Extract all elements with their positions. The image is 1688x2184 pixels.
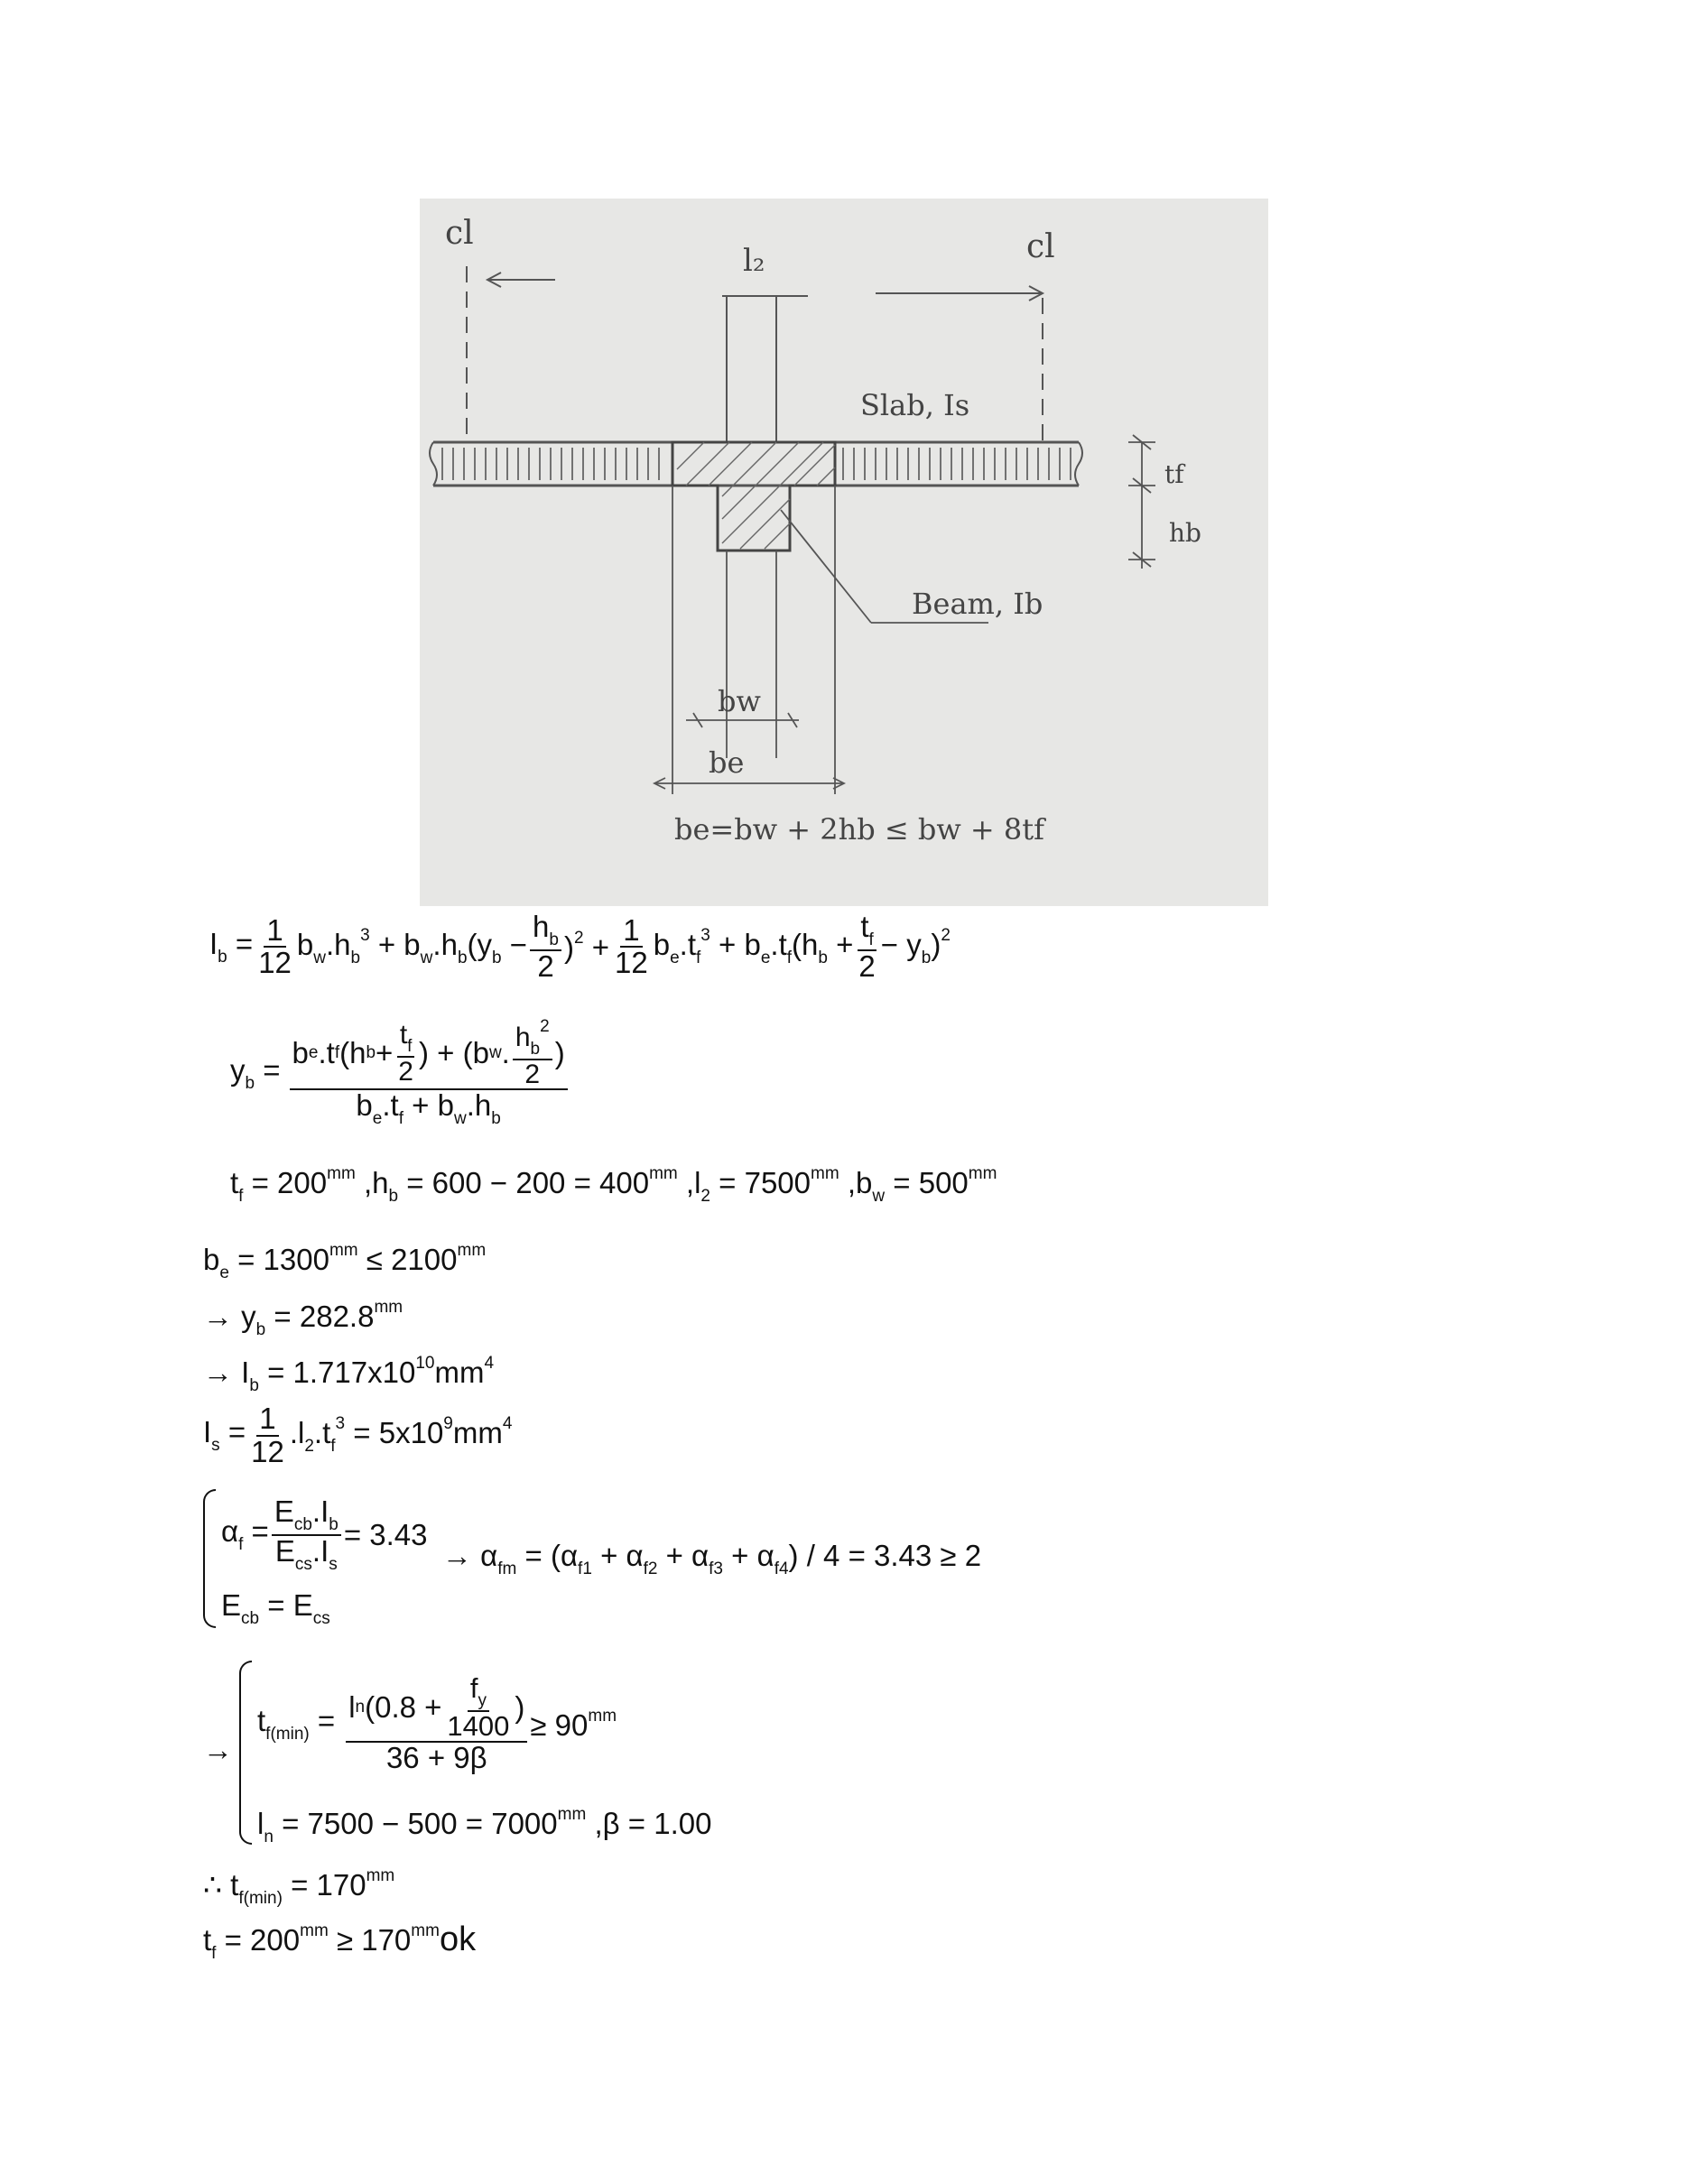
alpha-f-equation: $\alpha_f$ = $\frac{E_{cb}.I_b}{E_{cs}.I_s}$ = 3.43 — [221, 1495, 428, 1574]
tfmin-brace — [239, 1661, 252, 1845]
beam-section — [672, 442, 835, 551]
t-beam-sketch — [420, 199, 1268, 906]
cl-left-label: cl — [445, 215, 474, 252]
be-result: $b_e = 1300^{mm} \le 2100^{mm}$ — [203, 1241, 487, 1282]
ib-result: → $I_b = 1.717x10^{10}mm^4$ — [203, 1354, 495, 1395]
be-label: be — [709, 745, 745, 780]
yb-symbol: y — [230, 1052, 246, 1087]
sketch-photo — [420, 199, 1268, 906]
cl-right-label: cl — [1026, 228, 1055, 265]
ib-symbol: I — [209, 926, 218, 960]
arrow-tfmin: → — [203, 1733, 233, 1766]
given-values: $t_f = 200^{mm}$ $,h_b = 600 - 200 = 400^{mm}$ $,l_2 = 7500^{mm}$ $,b_w = 500^{mm}$ — [230, 1164, 997, 1206]
is-result: $I_s$ = $\frac{1}{12}$ $.l_2.t_f^3 = 5x10^9mm^4$ — [203, 1402, 513, 1468]
alpha-brace — [203, 1489, 216, 1628]
bw-label: bw — [718, 684, 761, 718]
ln-beta: $l_n = 7500 - 500 = 7000^{mm}$ ,β = 1.00 — [257, 1805, 712, 1846]
tfmin-result: ∴ $t_{f(min)} = 170^{mm}$ — [203, 1866, 395, 1908]
l2-label: l₂ — [743, 243, 765, 279]
be-formula: be=bw + 2hb ≤ bw + 8tf — [674, 812, 1044, 847]
ecb-ecs: $E_{cb} = E_{cs}$ — [221, 1588, 330, 1628]
slab-label: Slab, Is — [860, 388, 970, 422]
yb-equation: $y_b$ = b e .t f (h b + $\frac{t_f}{2}$ ) + (b w . $\frac{h_b^2}{2}$ ) $b_e.t_f + b_w.h_b$ — [230, 1018, 570, 1128]
final-check: $t_f = 200^{mm} \ge 170^{mm}ok$ — [203, 1920, 477, 1963]
beam-hatch — [677, 442, 835, 549]
hb-label: hb — [1169, 518, 1201, 548]
tfmin-equation: $t_{f(min)}$ = l n (0.8 + $\frac{f_y}{1400}$ ) 36 + 9β ≥ $90^{mm}$ — [257, 1672, 617, 1775]
yb-result: → $y_b = 282.8^{mm}$ — [203, 1298, 403, 1339]
tf-label: tf — [1164, 459, 1184, 489]
alpha-fm-equation: → $\alpha_{fm} = (\alpha_{f1} + \alpha_{f2} + \alpha_{f3} + \alpha_{f4}) / 4 = 3.43 \ge 2$ — [442, 1539, 982, 1578]
slab-hatch — [442, 448, 1071, 480]
beam-label: Beam, Ib — [912, 587, 1043, 621]
ib-equation: $I_b$ = $\frac{1}{12}$ $b_w.h_b^3 + b_w.h_b(y_b$ − $\frac{h_b}{2}$ )$^2$ + $\frac{1}{12}$ $b_e.t_f^3 + b_e.t_f(h_b$ + $\frac{t_f}{2}$ − $y_b)^2$ — [209, 910, 951, 983]
